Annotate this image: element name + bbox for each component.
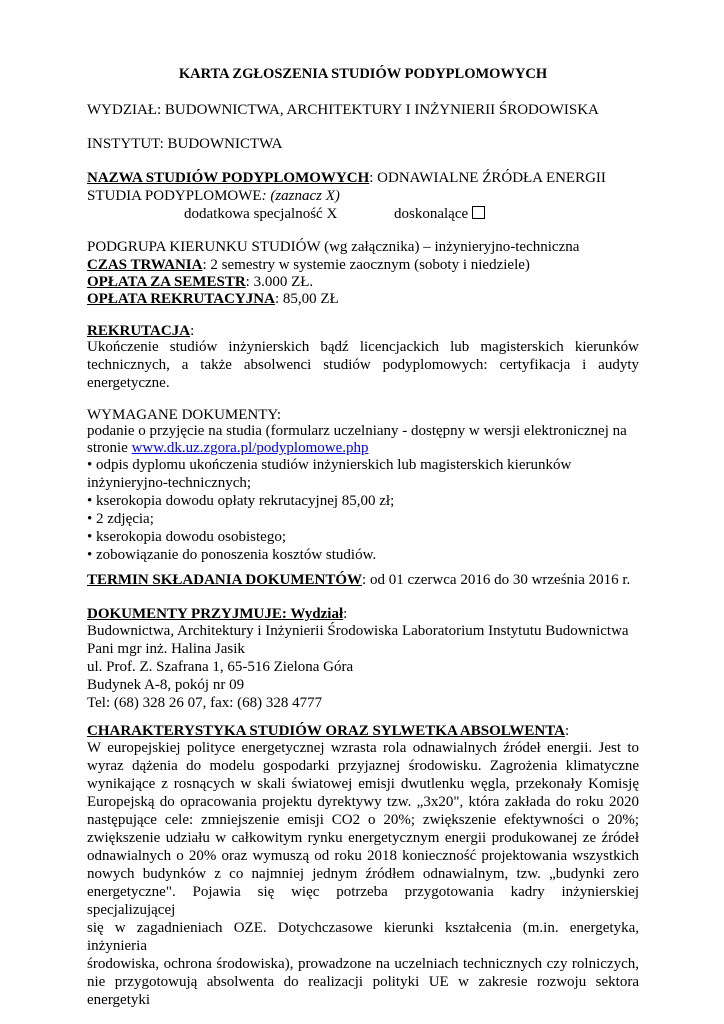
fee-recruitment-line bbox=[87, 290, 339, 308]
characteristics-line: wyraz dążenia do modelu gospodarki przyjaznej środowisku. Zagrożenia klimatyczne bbox=[87, 758, 639, 774]
duration-value: : 2 semestry w systemie zaocznym (soboty i niedziele) bbox=[202, 257, 530, 273]
list-item: • kserokopia dowodu osobistego; bbox=[87, 529, 286, 545]
list-item: • 2 zdjęcia; bbox=[87, 511, 154, 527]
fee-semester-label: OPŁATA ZA SEMESTR bbox=[87, 274, 246, 290]
list-item: • kserokopia dowodu opłaty rekrutacyjnej 85,00 zł; bbox=[87, 493, 395, 509]
characteristics-line: się w zagadnieniach OZE. Dotychczasowe kierunki kształcenia (m.in. energetyka, inżynieria bbox=[87, 920, 639, 954]
accepts-line: Budynek A-8, pokój nr 09 bbox=[87, 677, 245, 693]
recruitment-body bbox=[87, 338, 639, 392]
accepts-colon: : bbox=[343, 606, 348, 622]
podyplomowe-link[interactable]: www.dk.uz.zgora.pl/podyplomowe.php bbox=[131, 440, 369, 456]
characteristics-colon: : bbox=[564, 723, 570, 739]
accepts-line: Budownictwa, Architektury i Inżynierii Środowiska Laboratorium Instytutu Budownictwa bbox=[87, 623, 629, 639]
accepts-heading bbox=[87, 605, 347, 623]
characteristics-line: nowych budynków z co najmniej jednym źródłem odnawialnym, tzw. „budynki zero bbox=[87, 866, 639, 882]
recruitment-line: energetyczne. bbox=[87, 375, 170, 391]
characteristics-line: środowiska, ochrona środowiska), prowadzone na uczelniach technicznych czy rolniczych, bbox=[87, 956, 639, 972]
characteristics-heading bbox=[87, 722, 569, 740]
accepts-body bbox=[87, 622, 629, 712]
recruitment-label: REKRUTACJA bbox=[87, 323, 191, 339]
study-type-label: STUDIA PODYPLOMOWE bbox=[87, 188, 262, 204]
document-title: KARTA ZGŁOSZENIA STUDIÓW PODYPLOMOWYCH bbox=[178, 66, 548, 82]
characteristics-label: CHARAKTERYSTYKA STUDIÓW ORAZ SYLWETKA ABSOLWENTA bbox=[87, 723, 565, 739]
study-type-hint: : (zaznacz X) bbox=[261, 188, 340, 204]
characteristics-line: odnawialnych o 20% oraz wymuszą od roku 2018 konieczność projektowania wszystkich bbox=[87, 848, 639, 864]
recruitment-line: technicznych, a także absolwenci studiów podyplomowych: certyfikacja i audyty bbox=[87, 357, 639, 373]
characteristics-line: zwiększenie udziału w całkowitym rynku energetycznym energii produkowanej ze źródeł bbox=[87, 830, 639, 846]
list-item: • odpis dyplomu ukończenia studiów inżynierskich lub magisterskich kierunków bbox=[87, 457, 572, 473]
documents-list bbox=[87, 456, 571, 564]
fee-semester-line bbox=[87, 273, 313, 291]
study-type-option-improving bbox=[394, 205, 485, 223]
documents-heading: WYMAGANE DOKUMENTY: bbox=[87, 407, 282, 423]
characteristics-line: nie przygotowują absolwenta do realizacji polityki UE w zakresie rozwoju sektora energetyki bbox=[87, 974, 639, 1008]
characteristics-line: następujące cele: zmniejszenie emisji CO2 o 20%; zwiększenie efektywności o 20%; bbox=[87, 812, 639, 828]
subgroup-line: PODGRUPA KIERUNKU STUDIÓW (wg załącznika) – inżynieryjno-techniczna bbox=[87, 239, 580, 255]
fee-recruitment-label: OPŁATA REKRUTACYJNA bbox=[87, 291, 275, 307]
study-type-line bbox=[87, 187, 340, 205]
list-item: • zobowiązanie do ponoszenia kosztów studiów. bbox=[87, 547, 377, 563]
improving-checkbox[interactable] bbox=[472, 206, 485, 219]
deadline-line bbox=[87, 571, 630, 589]
documents-line-1: podanie o przyjęcie na studia (formularz uczelniany - dostępny w wersji elektronicznej na bbox=[87, 423, 627, 439]
characteristics-line: W europejskiej polityce energetycznej wzrasta rola odnawialnych źródeł energii. Jest to bbox=[87, 740, 639, 756]
improving-label: doskonalące bbox=[394, 206, 469, 222]
accepts-line: Tel: (68) 328 26 07, fax: (68) 328 4777 bbox=[87, 695, 323, 711]
characteristics-line: wynikające z rosnących w skali światowej emisji dwutlenku węgla, przekonały Komisję bbox=[87, 776, 639, 792]
recruitment-line: Ukończenie studiów inżynierskich bądź licencjackich lub magisterskich kierunków bbox=[87, 339, 639, 355]
deadline-value: : od 01 czerwca 2016 do 30 września 2016 r. bbox=[362, 572, 631, 588]
accepts-line: ul. Prof. Z. Szafrana 1, 65-516 Zielona Góra bbox=[87, 659, 354, 675]
fee-semester-value: : 3.000 ZŁ. bbox=[245, 274, 314, 290]
fee-recruitment-value: : 85,00 ZŁ bbox=[274, 291, 339, 307]
study-name-label: NAZWA STUDIÓW PODYPLOMOWYCH bbox=[87, 170, 370, 186]
characteristics-line: energetyczne". Pojawia się więc potrzeba przygotowania kadry inżynierskiej specjalizującej bbox=[87, 884, 639, 918]
study-type-option-additional: dodatkowa specjalność X bbox=[184, 206, 338, 222]
documents-line-2-prefix: stronie bbox=[87, 440, 132, 456]
recruitment-colon: : bbox=[190, 323, 195, 339]
institute-line: INSTYTUT: BUDOWNICTWA bbox=[87, 136, 283, 152]
deadline-label: TERMIN SKŁADANIA DOKUMENTÓW bbox=[87, 572, 363, 588]
list-item: inżynieryjno-technicznych; bbox=[87, 475, 252, 491]
faculty-line: WYDZIAŁ: BUDOWNICTWA, ARCHITEKTURY I INŻYNIERII ŚRODOWISKA bbox=[87, 102, 599, 118]
accepts-line: Pani mgr inż. Halina Jasik bbox=[87, 641, 245, 657]
study-name-value: : ODNAWIALNE ŹRÓDŁA ENERGII bbox=[369, 170, 606, 186]
duration-label: CZAS TRWANIA bbox=[87, 257, 203, 273]
study-name-line bbox=[87, 169, 606, 187]
documents-line-2 bbox=[87, 439, 368, 457]
characteristics-line: Europejską do opracowania projektu dyrektywy tzw. „3x20", która zakłada do roku 2020 bbox=[87, 794, 639, 810]
accepts-label: DOKUMENTY PRZYJMUJE: Wydział bbox=[87, 606, 344, 622]
duration-line bbox=[87, 256, 530, 274]
characteristics-body bbox=[87, 739, 639, 1009]
